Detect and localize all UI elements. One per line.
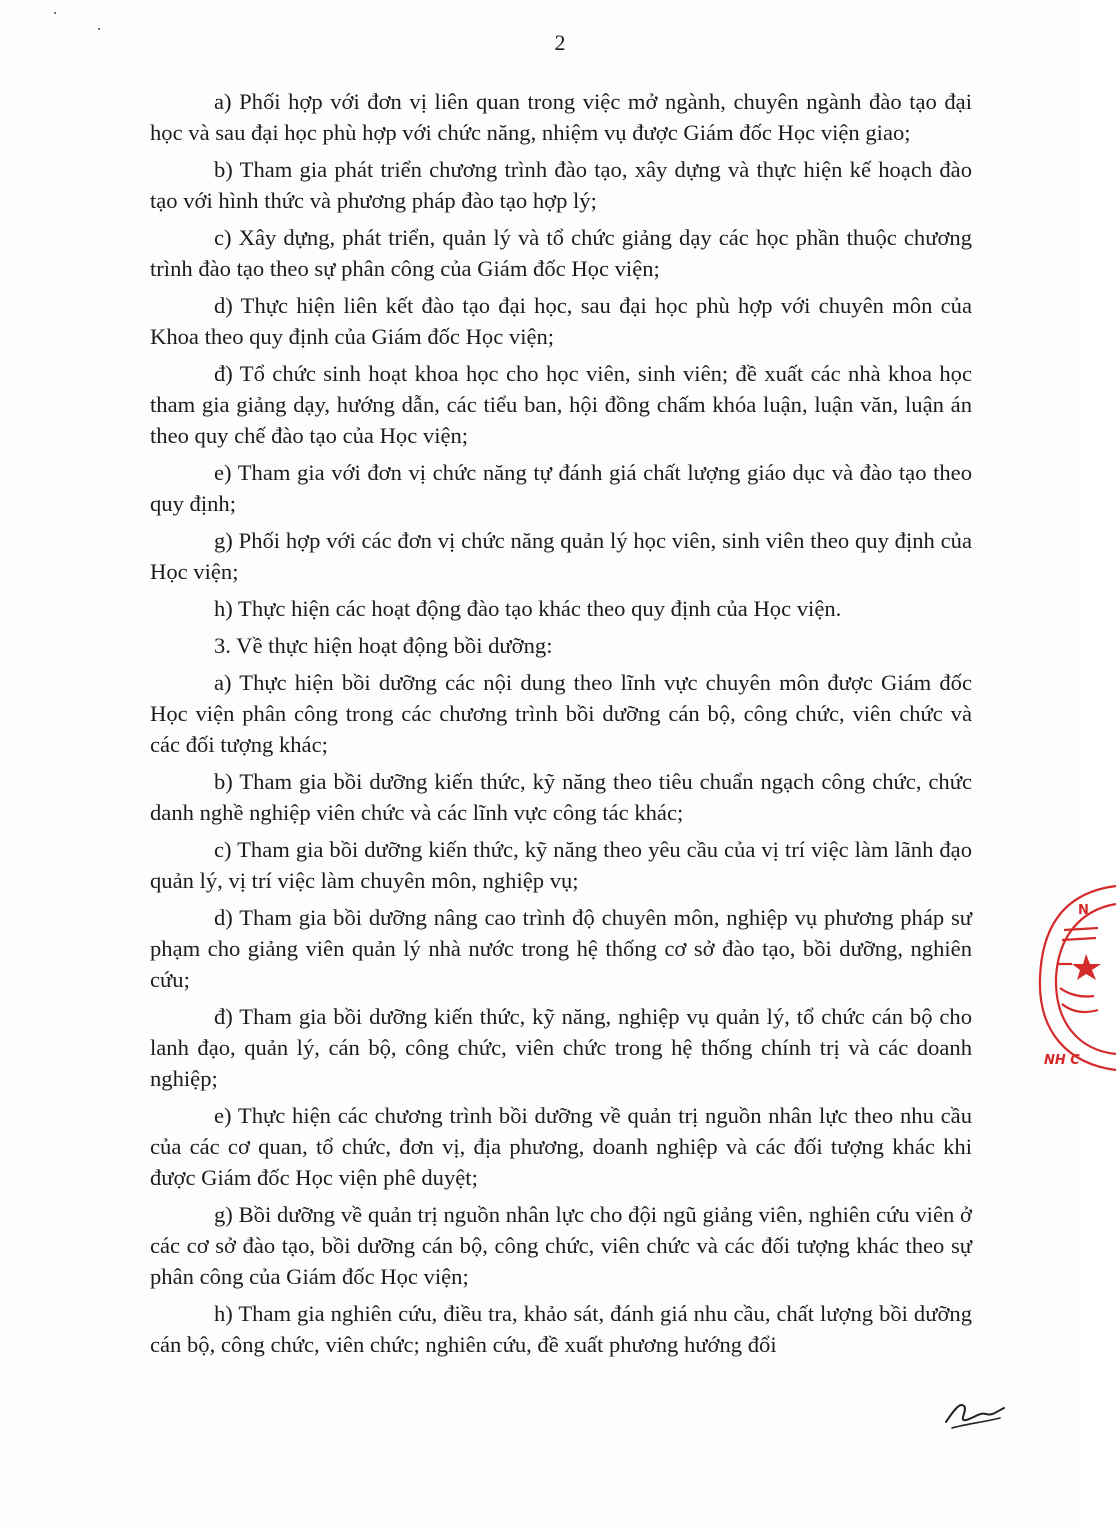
paragraph-3g: g) Bồi dưỡng về quản trị nguồn nhân lực cho đội ngũ giảng viên, nghiên cứu viên ở các cơ sở đào tạo, bồi dưỡng cán bộ, công chức, viên chức và các đối tượng khác theo sự phân công của Giám đốc Học viện; xyxy=(150,1202,972,1289)
paragraph-2a: a) Phối hợp với đơn vị liên quan trong việc mở ngành, chuyên ngành đào tạo đại học và sau đại học phù hợp với chức năng, nhiệm vụ được Giám đốc Học viện giao; xyxy=(150,89,972,145)
paragraph-3e: e) Thực hiện các chương trình bồi dưỡng về quản trị nguồn nhân lực theo nhu cầu của các cơ quan, tổ chức, đơn vị, địa phương, doanh nghiệp và các đối tượng khác khi được Giám đốc Học viện phê duyệt; xyxy=(150,1103,972,1190)
body-text xyxy=(150,86,972,1366)
paragraph-3d: d) Tham gia bồi dưỡng nâng cao trình độ chuyên môn, nghiệp vụ phương pháp sư phạm cho giảng viên quản lý nhà nước trong hệ thống cơ sở đào tạo, bồi dưỡng, nghiên cứu; xyxy=(150,905,972,992)
paragraph-2g: g) Phối hợp với các đơn vị chức năng quản lý học viên, sinh viên theo quy định của Học viện; xyxy=(150,528,972,584)
official-seal-stamp xyxy=(1028,882,1118,1072)
seal-star-icon xyxy=(1072,954,1101,980)
signature-underline xyxy=(952,1418,1000,1428)
paragraph-3dd: đ) Tham gia bồi dưỡng kiến thức, kỹ năng, nghiệp vụ quản lý, tổ chức cán bộ cho lanh đạo, quản lý, cán bộ, công chức, viên chức trong hệ thống chính trị và các doanh nghiệp; xyxy=(150,1004,972,1091)
paragraph-3h: h) Tham gia nghiên cứu, điều tra, khảo sát, đánh giá nhu cầu, chất lượng bồi dưỡng cán bộ, công chức, viên chức; nghiên cứu, đề xuất phương hướng đổi xyxy=(150,1301,972,1357)
paragraph-3b: b) Tham gia bồi dưỡng kiến thức, kỹ năng theo tiêu chuẩn ngạch công chức, chức danh nghề nghiệp viên chức và các lĩnh vực công tác khác; xyxy=(150,769,972,825)
paragraph-2h: h) Thực hiện các hoạt động đào tạo khác theo quy định của Học viện. xyxy=(214,596,842,621)
scan-speck xyxy=(54,12,56,14)
section-heading-3: 3. Về thực hiện hoạt động bồi dưỡng: xyxy=(214,633,553,658)
seal-inner-ring xyxy=(1056,904,1116,1054)
paragraph-3a: a) Thực hiện bồi dưỡng các nội dung theo lĩnh vực chuyên môn được Giám đốc Học viện phân công trong các chương trình bồi dưỡng cán bộ, công chức, viên chức và các đối tượng khác; xyxy=(150,670,972,757)
paragraph-2b: b) Tham gia phát triển chương trình đào tạo, xây dựng và thực hiện kế hoạch đào tạo với hình thức và phương pháp đào tạo hợp lý; xyxy=(150,157,972,213)
page-number: 2 xyxy=(554,30,566,55)
paragraph-2e: e) Tham gia với đơn vị chức năng tự đánh giá chất lượng giáo dục và đào tạo theo quy định; xyxy=(150,460,972,516)
seal-wreath xyxy=(1060,988,1098,1012)
paragraph-2d: d) Thực hiện liên kết đào tạo đại học, sau đại học phù hợp với chuyên môn của Khoa theo quy định của Giám đốc Học viện; xyxy=(150,293,972,349)
paragraph-2c: c) Xây dựng, phát triển, quản lý và tổ chức giảng dạy các học phần thuộc chương trình đào tạo theo sự phân công của Giám đốc Học viện; xyxy=(150,225,972,281)
paragraph-3c: c) Tham gia bồi dưỡng kiến thức, kỹ năng theo yêu cầu của vị trí việc làm lãnh đạo quản lý, vị trí việc làm chuyên môn, nghiệp vụ; xyxy=(150,837,972,893)
seal-text-top: N xyxy=(1078,903,1089,918)
initials-signature xyxy=(940,1392,1010,1432)
paragraph-2dd: đ) Tổ chức sinh hoạt khoa học cho học viên, sinh viên; đề xuất các nhà khoa học tham gia giảng dạy, hướng dẫn, các tiểu ban, hội đồng chấm khóa luận, luận văn, luận án theo quy chế đào tạo của Học viện; xyxy=(150,361,972,448)
seal-text-bottom: NH C xyxy=(1044,1053,1080,1068)
